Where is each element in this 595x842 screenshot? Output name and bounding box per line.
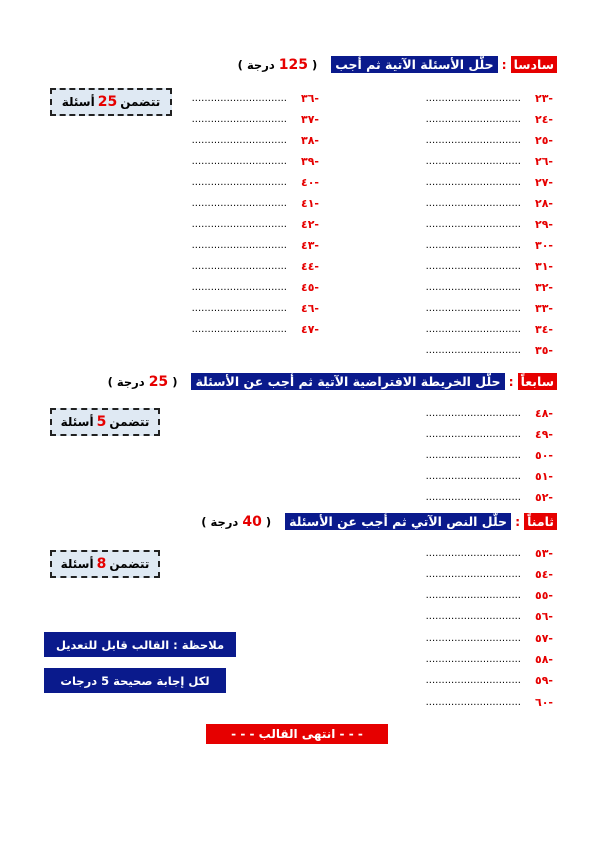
section-6-title: حلّل الأسئلة الآتية ثم أجب [331,56,497,73]
answer-blank[interactable]: .............................. [191,239,287,251]
question-number: -٣٦ [300,91,319,105]
question-line [426,607,553,627]
question-line [426,193,553,213]
answer-blank[interactable]: .............................. [425,632,521,644]
answer-blank[interactable]: .............................. [191,302,287,314]
question-number: -٣٧ [300,112,319,126]
question-line [426,564,553,584]
section-8-question-count-box: تتضمن 8 أسئلة [50,550,160,578]
grading-note: لكل إجابة صحيحة 5 درجات [44,668,226,693]
question-line [426,319,553,339]
question-line [426,628,553,648]
question-line [426,151,553,171]
answer-blank[interactable]: .............................. [425,260,521,272]
question-number: -٣٥ [534,343,553,357]
question-number: -٢٥ [534,133,553,147]
question-line [426,298,553,318]
question-line [426,88,553,108]
question-number: -٢٧ [534,175,553,189]
answer-blank[interactable]: .............................. [425,344,521,356]
answer-blank[interactable]: .............................. [425,675,521,687]
answer-blank[interactable]: .............................. [425,281,521,293]
question-line [192,298,319,318]
answer-blank[interactable]: .............................. [425,407,521,419]
question-line [426,424,553,444]
answer-blank[interactable]: .............................. [191,176,287,188]
answer-blank[interactable]: .............................. [425,323,521,335]
question-line [426,277,553,297]
question-number: -٢٩ [534,217,553,231]
question-number: -٥١ [534,469,553,483]
question-line [426,671,553,691]
answer-blank[interactable]: .............................. [425,134,521,146]
answer-blank[interactable]: .............................. [191,113,287,125]
question-number: -٥٧ [534,631,553,645]
question-line [426,340,553,360]
question-line [192,235,319,255]
question-number: -٥٦ [534,610,553,624]
question-number: -٣٢ [534,280,553,294]
question-number: -٣٨ [300,133,319,147]
question-line [426,466,553,486]
question-number: -٣١ [534,259,553,273]
answer-blank[interactable]: .............................. [191,92,287,104]
question-line [426,130,553,150]
question-number: -٤٠ [300,175,319,189]
answer-blank[interactable]: .............................. [191,197,287,209]
section-6-label: سادسا [511,56,557,73]
question-line [426,487,553,507]
question-line [192,88,319,108]
question-number: -٥٨ [534,653,553,666]
question-line [192,172,319,192]
section-8-header [201,513,557,530]
question-number: -٤٣ [300,238,319,252]
answer-blank[interactable]: .............................. [425,218,521,230]
question-number: -٢٤ [534,112,553,126]
question-number: -٤٤ [300,259,319,273]
question-line [426,109,553,129]
template-editable-note: ملاحظة : القالب قابل للتعديل [44,632,236,657]
answer-blank[interactable]: .............................. [425,470,521,482]
question-line [426,445,553,465]
question-number: -٤٢ [300,217,319,231]
answer-blank[interactable]: .............................. [425,611,521,623]
question-number: -٤٥ [300,280,319,294]
answer-blank[interactable]: .............................. [191,155,287,167]
question-number: -٣٠ [534,238,553,252]
answer-blank[interactable]: .............................. [425,654,521,665]
question-number: -٤٦ [300,301,319,315]
question-line [426,650,553,670]
question-number: -٥٥ [534,589,553,603]
question-line [426,403,553,423]
question-number: -٢٨ [534,196,553,210]
answer-blank[interactable]: .............................. [191,134,287,146]
question-line [192,130,319,150]
question-line [192,319,319,339]
template-end-banner: - - - انتهى القالب - - - [206,724,388,744]
question-line [192,214,319,234]
question-line [426,256,553,276]
answer-blank[interactable]: .............................. [425,197,521,209]
question-number: -٣٩ [300,154,319,168]
section-6-question-count-box: تتضمن 25 أسئلة [50,88,172,116]
answer-blank[interactable]: .............................. [425,547,521,559]
question-line [426,543,553,563]
question-line [426,214,553,234]
answer-blank[interactable]: .............................. [425,176,521,188]
section-7-score: ( 25 درجة ) [107,373,178,390]
section-7-colon: : [508,374,514,389]
question-line [426,172,553,192]
question-number: -٤٧ [300,322,319,336]
section-7-question-count-box: تتضمن 5 أسئلة [50,408,160,436]
answer-blank[interactable]: .............................. [425,428,521,440]
question-number: -٤١ [300,196,319,210]
question-number: -٣٣ [534,301,553,315]
section-6-score: ( 125 درجة ) [237,56,318,73]
question-number: -٥٣ [534,546,553,560]
question-line [192,256,319,276]
question-line [426,692,553,712]
section-7-header [108,373,557,390]
question-line [192,151,319,171]
question-line [426,586,553,606]
answer-blank[interactable]: .............................. [425,491,521,503]
question-number: -٣٤ [534,322,553,336]
question-number: -٥٤ [534,567,553,581]
section-7-label: سابعاً [518,373,557,390]
question-number: -٥٢ [534,490,553,504]
answer-blank[interactable]: .............................. [191,218,287,230]
answer-blank[interactable]: .............................. [425,113,521,125]
answer-blank[interactable]: .............................. [425,449,521,461]
question-number: -٤٨ [534,406,553,420]
answer-blank[interactable]: .............................. [191,260,287,272]
answer-blank[interactable]: .............................. [425,155,521,167]
answer-blank[interactable]: .............................. [191,323,287,335]
question-number: -٢٦ [534,154,553,168]
answer-blank[interactable]: .............................. [191,281,287,293]
answer-blank[interactable]: .............................. [425,92,521,104]
section-6-header [238,56,557,73]
section-6-colon: : [501,57,507,72]
question-line [426,235,553,255]
question-number: -٢٣ [534,91,553,105]
question-number: -٤٩ [534,427,553,441]
answer-blank[interactable]: .............................. [425,696,521,708]
question-number: -٥٠ [534,448,553,462]
question-number: -٦٠ [534,695,553,709]
question-line [192,109,319,129]
answer-blank[interactable]: .............................. [425,590,521,602]
answer-blank[interactable]: .............................. [425,302,521,314]
answer-blank[interactable]: .............................. [425,239,521,251]
section-7-title: حلّل الخريطة الافتراضية الآتية ثم أجب عن الأسئلة [191,373,504,390]
question-number: -٥٩ [534,674,553,688]
question-line [192,193,319,213]
section-8-title: حلّل النص الآتي ثم أجب عن الأسئلة [285,513,511,530]
section-8-label: ثامناً [524,513,557,530]
section-8-colon: : [515,514,521,529]
section-8-score: ( 40 درجة ) [201,513,272,530]
answer-blank[interactable]: .............................. [425,568,521,580]
question-line [192,277,319,297]
